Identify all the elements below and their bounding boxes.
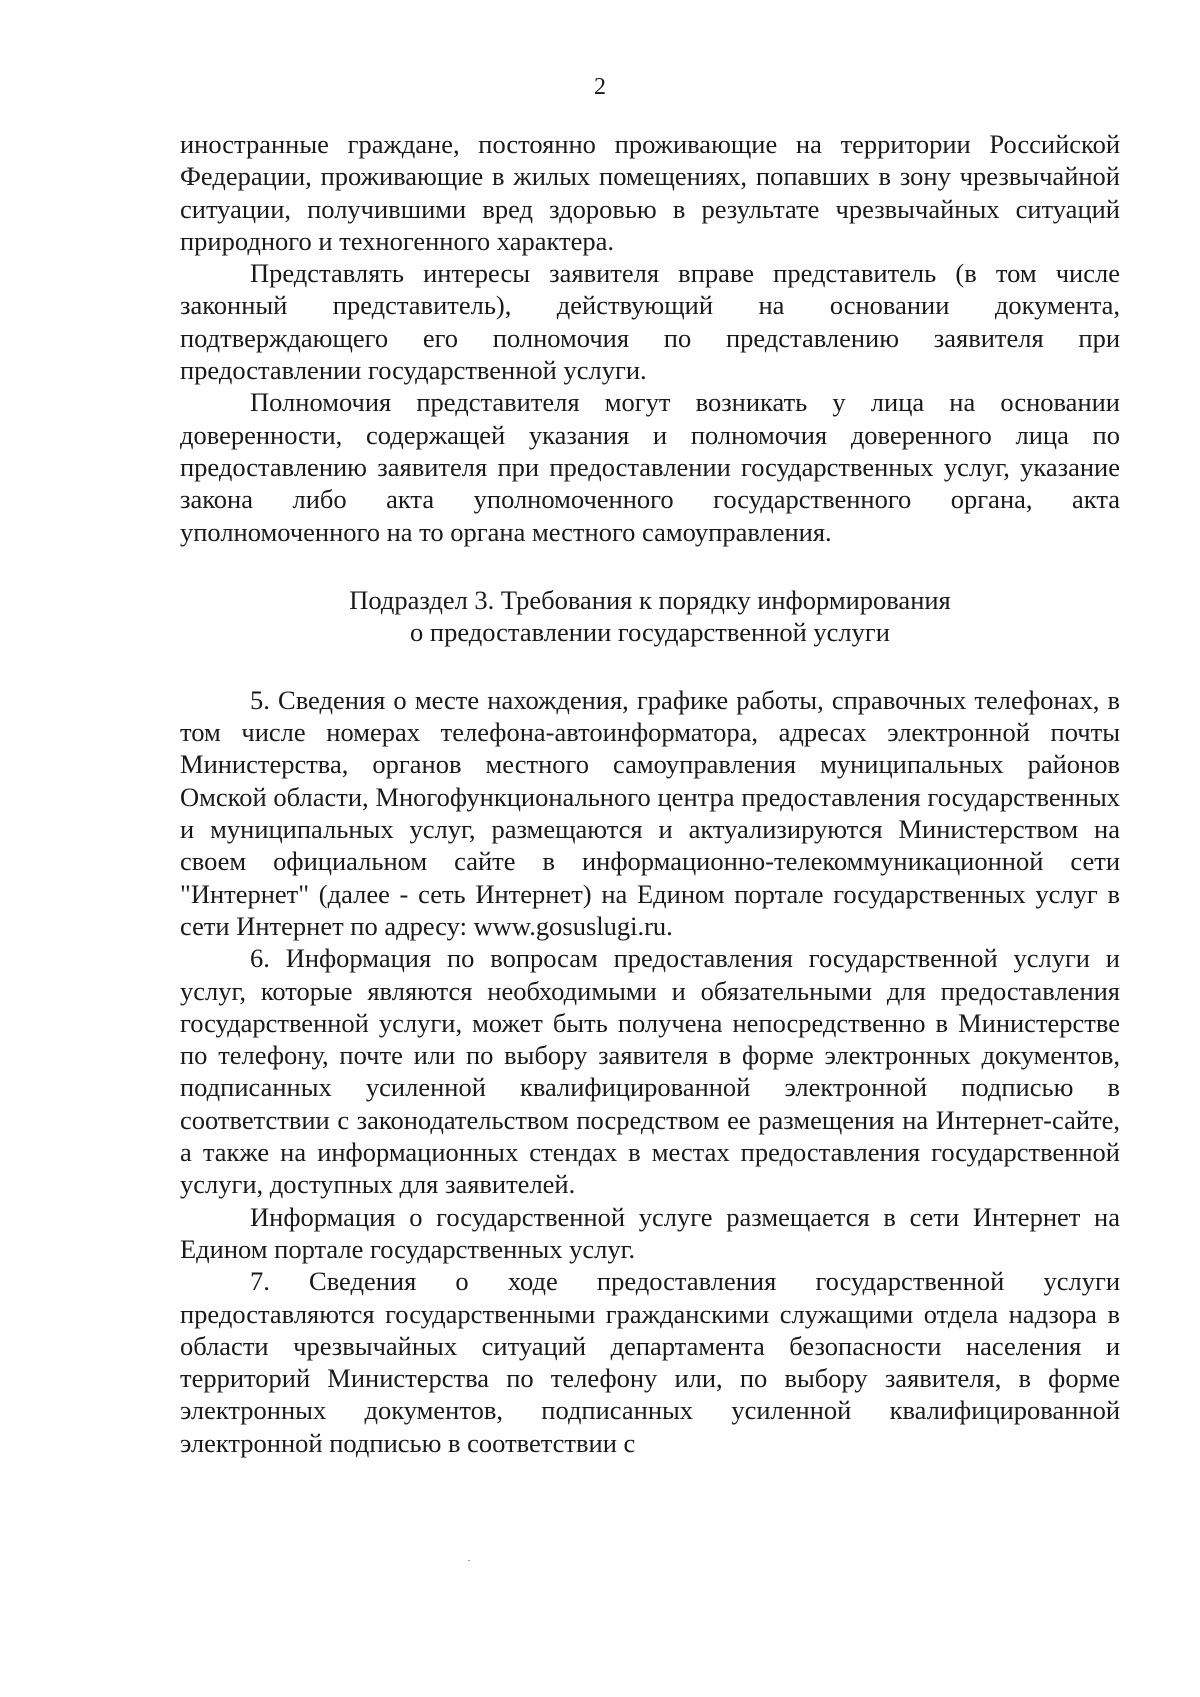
section-heading-line-2: о предоставлении государственной услуги [410, 616, 890, 647]
paragraph-powers: Полномочия представителя могут возникать у лица на основании доверенности, содержащей указания и полномочия доверенного лица по предоставлению заявителя при предоставлении государственных услуг, указание закона либо акта уполномоченного государственного органа, акта уполномоченного на то органа местного самоуправления. [180, 387, 1120, 547]
section-heading-line-1: Подраздел 3. Требования к порядку информирования [349, 584, 951, 615]
paragraph-item-6: 6. Информация по вопросам предоставления государственной услуги и услуг, которые являются необходимыми и обязательными для предоставления государственной услуги, может быть получена непосредственно в Министерстве по телефону, почте или по выбору заявителя в форме электронных документов, подписанных усиленной квалифицированной электронной подписью в соответствии с законодательством посредством ее размещения на Интернет-сайте, а также на информационных стендах в местах предоставления государственной услуги, доступных для заявителей. [180, 943, 1120, 1200]
page-number: 2 [594, 74, 606, 100]
section-heading [180, 584, 1120, 648]
paragraph-info-portal: Информация о государственной услуге размещается в сети Интернет на Едином портале государственных услуг. [180, 1201, 1120, 1264]
paragraph-item-7: 7. Сведения о ходе предоставления государственной услуги предоставляются государственными гражданскими служащими отдела надзора в области чрезвычайных ситуаций департамента безопасности населения и территорий Министерства по телефону или, по выбору заявителя, в форме электронных документов, подписанных усиленной квалифицированной электронной подписью в соответствии с [180, 1266, 1120, 1458]
paragraph-item-5: 5. Сведения о месте нахождения, графике работы, справочных телефонах, в том числе номерах телефона-автоинформатора, адресах электронной почты Министерства, органов местного самоуправления муниципальных районов Омской области, Многофункционального центра предоставления государственных и муниципальных услуг, размещаются и актуализируются Министерством на своем официальном сайте в информационно-телекоммуникационной сети "Интернет" (далее - сеть Интернет) на Едином портале государственных услуг в сети Интернет по адресу: www.gosuslugi.ru. [180, 684, 1120, 941]
paragraph-representative: Представлять интересы заявителя вправе представитель (в том числе законный представитель), действующий на основании документа, подтверждающего его полномочия по представлению заявителя при предоставлении государственной услуги. [180, 258, 1120, 386]
paragraph-continuation: иностранные граждане, постоянно проживающие на территории Российской Федерации, проживающие в жилых помещениях, попавших в зону чрезвычайной ситуации, получившими вред здоровью в результате чрезвычайных ситуаций природного и техногенного характера. [180, 129, 1120, 256]
scan-speck [468, 1560, 470, 1561]
document-body [180, 128, 1120, 1459]
